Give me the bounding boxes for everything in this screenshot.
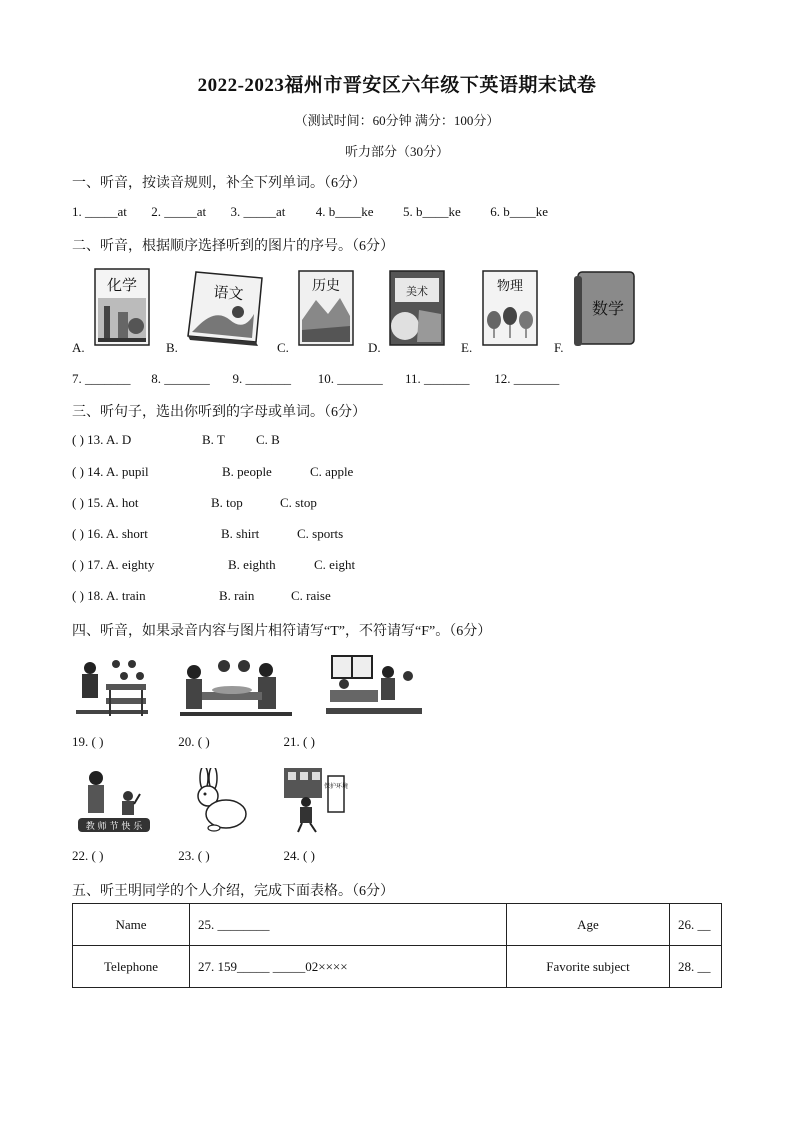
table-cell: 26. __	[670, 904, 722, 946]
blank-item: 6. b____ke	[490, 204, 549, 219]
option-d-label: D.	[368, 340, 381, 355]
table-cell: Age	[507, 904, 670, 946]
question-option-c: C. eight	[314, 557, 356, 572]
answer-blank: 22. ( )	[72, 848, 104, 863]
answer-blank: 23. ( )	[178, 848, 210, 863]
option-c-label: C.	[277, 340, 289, 355]
page-title: 2022-2023福州市晋安区六年级下英语期末试卷	[197, 75, 597, 96]
option-b-label: B.	[166, 340, 178, 355]
blank-item: 7. _______	[72, 371, 131, 386]
question-option-b: B. T	[202, 432, 225, 447]
personal-info-table	[72, 903, 722, 988]
answer-blank: 20. ( )	[178, 734, 210, 749]
section-3-heading: 三、听句子，选出你听到的字母或单词。（6分）	[72, 405, 366, 420]
blank-item: 11. _______	[405, 371, 470, 386]
question-option-a: ( ) 13. A. D	[72, 432, 132, 447]
svg-text:物理: 物理	[496, 279, 524, 294]
table-cell: 27. 159_____ _____02××××	[190, 946, 507, 988]
question-option-a: ( ) 16. A. short	[72, 526, 148, 541]
svg-text:教 师 节 快 乐: 教 师 节 快 乐	[85, 822, 143, 832]
svg-text:语文: 语文	[212, 282, 245, 304]
table-cell: Favorite subject	[507, 946, 670, 988]
svg-text:数学: 数学	[591, 299, 625, 318]
history-book-icon	[298, 270, 354, 346]
option-e-label: E.	[461, 340, 473, 355]
table-cell: Telephone	[73, 946, 190, 988]
question-option-b: B. people	[222, 464, 272, 479]
art-book-icon	[389, 270, 445, 346]
section-2-heading: 二、听音，根据顺序选择听到的图片的序号。（6分）	[72, 239, 394, 254]
question-15	[72, 495, 317, 511]
question-option-c: C. sports	[297, 526, 344, 541]
question-14	[72, 464, 353, 480]
environment-sign-text: 保护环境	[323, 783, 348, 790]
section-5-heading: 五、听王明同学的个人介绍，完成下面表格。（6分）	[72, 884, 394, 899]
question-option-b: B. rain	[219, 588, 255, 603]
answer-blank: 21. ( )	[283, 734, 315, 749]
section-4-row1-answers	[72, 734, 315, 750]
section-2-blanks	[72, 371, 559, 387]
blank-item: 4. b____ke	[315, 204, 374, 219]
blank-item: 9. _______	[232, 371, 291, 386]
question-option-b: B. top	[211, 495, 243, 510]
blank-item: 3. _____at	[230, 204, 286, 219]
math-book-icon	[574, 270, 636, 348]
table-cell: 28. __	[670, 946, 722, 988]
exam-info: （测试时间：60分钟 满分：100分）	[294, 113, 500, 128]
part-heading: 听力部分（30分）	[344, 144, 449, 159]
table-row	[73, 946, 722, 988]
classroom-picture-icon	[76, 654, 148, 720]
blank-item: 1. _____at	[72, 204, 127, 219]
question-13	[72, 432, 280, 448]
option-f-label: F.	[554, 340, 564, 355]
blank-item: 8. _______	[151, 371, 210, 386]
chinese-book-icon	[186, 268, 268, 348]
question-option-a: ( ) 17. A. eighty	[72, 557, 155, 572]
question-18	[72, 588, 331, 604]
option-a-label: A.	[72, 340, 85, 355]
question-17	[72, 557, 355, 573]
living-room-picture-icon	[326, 652, 422, 718]
answer-blank: 19. ( )	[72, 734, 104, 749]
table-row	[73, 904, 722, 946]
blank-item: 5. b____ke	[403, 204, 461, 219]
question-option-b: B. shirt	[221, 526, 260, 541]
table-cell: Name	[73, 904, 190, 946]
question-option-a: ( ) 18. A. train	[72, 588, 146, 603]
question-option-c: C. stop	[280, 495, 317, 510]
teacher-picture-icon	[76, 768, 152, 836]
question-option-c: C. raise	[291, 588, 331, 603]
section-1-heading: 一、听音，按读音规则，补全下列单词。（6分）	[72, 176, 366, 191]
svg-text:历史: 历史	[312, 278, 340, 294]
family-dinner-picture-icon	[180, 654, 292, 720]
question-option-a: ( ) 14. A. pupil	[72, 464, 149, 479]
answer-blank: 24. ( )	[283, 848, 315, 863]
svg-text:化学: 化学	[106, 276, 138, 294]
section-1-items	[72, 204, 548, 220]
protect-environment-picture-icon	[282, 766, 348, 834]
question-option-a: ( ) 15. A. hot	[72, 495, 139, 510]
question-16	[72, 526, 343, 542]
svg-text:美术: 美术	[406, 285, 428, 298]
section-4-row2-answers	[72, 848, 315, 864]
physics-book-icon	[482, 270, 538, 346]
chemistry-book-icon	[94, 268, 150, 346]
section-4-heading: 四、听音，如果录音内容与图片相符请写“T”，不符请写“F”。（6分）	[72, 624, 492, 639]
rabbit-picture-icon	[184, 768, 250, 834]
table-cell: 25. ________	[190, 904, 507, 946]
blank-item: 2. _____at	[151, 204, 207, 219]
blank-item: 12. _______	[494, 371, 560, 386]
question-option-c: C. apple	[310, 464, 354, 479]
question-option-c: C. B	[256, 432, 280, 447]
question-option-b: B. eighth	[228, 557, 276, 572]
blank-item: 10. _______	[317, 371, 383, 386]
